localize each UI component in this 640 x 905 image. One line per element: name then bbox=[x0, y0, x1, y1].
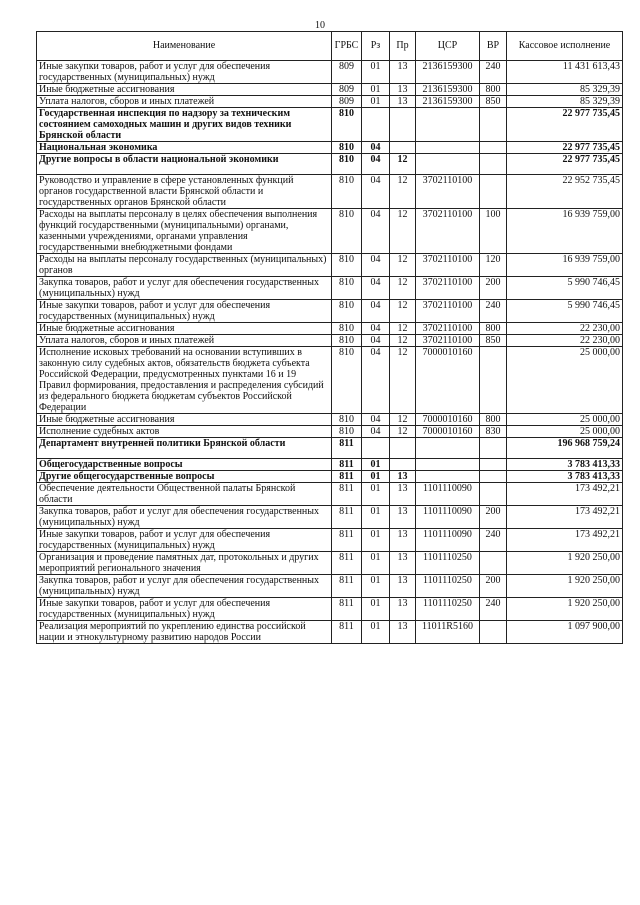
cell-rz: 04 bbox=[362, 142, 390, 154]
cell-amount: 11 431 613,43 bbox=[507, 61, 623, 84]
cell-rz: 04 bbox=[362, 175, 390, 209]
cell-grbs: 811 bbox=[332, 575, 362, 598]
cell-csr: 3702110100 bbox=[416, 300, 480, 323]
cell-csr bbox=[416, 142, 480, 154]
budget-table bbox=[36, 31, 623, 644]
cell-amount: 85 329,39 bbox=[507, 84, 623, 96]
table-row bbox=[37, 277, 623, 300]
cell-name: Исполнение судебных актов bbox=[37, 426, 332, 438]
cell-grbs: 810 bbox=[332, 347, 362, 414]
table-row bbox=[37, 209, 623, 254]
cell-grbs: 811 bbox=[332, 471, 362, 483]
cell-name: Уплата налогов, сборов и иных платежей bbox=[37, 96, 332, 108]
cell-grbs: 811 bbox=[332, 529, 362, 552]
cell-name: Иные бюджетные ассигнования bbox=[37, 84, 332, 96]
table-row bbox=[37, 108, 623, 142]
cell-rz: 01 bbox=[362, 61, 390, 84]
cell-amount: 3 783 413,33 bbox=[507, 459, 623, 471]
cell-csr: 3702110100 bbox=[416, 335, 480, 347]
cell-csr: 11011R5160 bbox=[416, 621, 480, 644]
cell-rz: 04 bbox=[362, 300, 390, 323]
cell-rz: 01 bbox=[362, 471, 390, 483]
cell-vr bbox=[480, 154, 507, 175]
cell-vr: 240 bbox=[480, 598, 507, 621]
table-row bbox=[37, 84, 623, 96]
table-row bbox=[37, 96, 623, 108]
cell-name: Иные закупки товаров, работ и услуг для обеспечения государственных (муниципальных) нужд bbox=[37, 598, 332, 621]
cell-pr: 13 bbox=[390, 552, 416, 575]
cell-csr: 1101110250 bbox=[416, 575, 480, 598]
cell-amount: 16 939 759,00 bbox=[507, 209, 623, 254]
cell-grbs: 809 bbox=[332, 96, 362, 108]
table-row bbox=[37, 175, 623, 209]
cell-pr: 13 bbox=[390, 84, 416, 96]
cell-rz: 01 bbox=[362, 552, 390, 575]
cell-vr: 120 bbox=[480, 254, 507, 277]
cell-amount: 25 000,00 bbox=[507, 426, 623, 438]
cell-vr: 850 bbox=[480, 96, 507, 108]
header-vr: ВР bbox=[480, 32, 507, 61]
cell-grbs: 811 bbox=[332, 552, 362, 575]
cell-amount: 22 977 735,45 bbox=[507, 108, 623, 142]
cell-rz: 04 bbox=[362, 335, 390, 347]
cell-name: Реализация мероприятий по укреплению единства российской нации и этнокультурному развитию народов России bbox=[37, 621, 332, 644]
table-row bbox=[37, 323, 623, 335]
cell-rz bbox=[362, 438, 390, 459]
cell-csr: 1101110090 bbox=[416, 529, 480, 552]
cell-grbs: 809 bbox=[332, 84, 362, 96]
cell-rz: 01 bbox=[362, 483, 390, 506]
cell-vr: 240 bbox=[480, 300, 507, 323]
cell-rz: 04 bbox=[362, 426, 390, 438]
cell-amount: 22 977 735,45 bbox=[507, 154, 623, 175]
table-row bbox=[37, 335, 623, 347]
cell-rz bbox=[362, 108, 390, 142]
cell-csr: 1101110250 bbox=[416, 598, 480, 621]
table-row bbox=[37, 142, 623, 154]
cell-pr: 12 bbox=[390, 300, 416, 323]
cell-name: Иные закупки товаров, работ и услуг для обеспечения государственных (муниципальных) нужд bbox=[37, 61, 332, 84]
cell-rz: 01 bbox=[362, 529, 390, 552]
cell-vr: 200 bbox=[480, 575, 507, 598]
cell-vr: 800 bbox=[480, 323, 507, 335]
cell-name: Другие вопросы в области национальной экономики bbox=[37, 154, 332, 175]
cell-vr: 100 bbox=[480, 209, 507, 254]
header-csr: ЦСР bbox=[416, 32, 480, 61]
cell-pr: 12 bbox=[390, 426, 416, 438]
cell-amount: 1 097 900,00 bbox=[507, 621, 623, 644]
cell-rz: 04 bbox=[362, 254, 390, 277]
table-row bbox=[37, 61, 623, 84]
cell-rz: 01 bbox=[362, 575, 390, 598]
cell-name: Исполнение исковых требований на основании вступивших в законную силу судебных актов, обязательств бюджета субъекта Российской Федерации, предусмотренных пунктами 16 и 19 Правил формирования, предоставления и распределения субсидий из федерального бюджета бюджетам субъектов Российской Федерации bbox=[37, 347, 332, 414]
cell-amount: 22 977 735,45 bbox=[507, 142, 623, 154]
cell-vr: 200 bbox=[480, 506, 507, 529]
cell-grbs: 811 bbox=[332, 598, 362, 621]
table-row bbox=[37, 347, 623, 414]
table-row bbox=[37, 254, 623, 277]
cell-grbs: 810 bbox=[332, 209, 362, 254]
cell-csr bbox=[416, 108, 480, 142]
cell-csr bbox=[416, 438, 480, 459]
cell-pr: 13 bbox=[390, 621, 416, 644]
cell-amount: 85 329,39 bbox=[507, 96, 623, 108]
table-row bbox=[37, 506, 623, 529]
cell-amount: 3 783 413,33 bbox=[507, 471, 623, 483]
header-pr: Пр bbox=[390, 32, 416, 61]
cell-grbs: 810 bbox=[332, 175, 362, 209]
cell-grbs: 810 bbox=[332, 414, 362, 426]
table-row bbox=[37, 621, 623, 644]
cell-pr: 12 bbox=[390, 323, 416, 335]
cell-pr: 12 bbox=[390, 154, 416, 175]
cell-vr: 800 bbox=[480, 84, 507, 96]
cell-pr: 13 bbox=[390, 483, 416, 506]
cell-pr: 13 bbox=[390, 598, 416, 621]
cell-pr: 13 bbox=[390, 61, 416, 84]
cell-csr: 1101110090 bbox=[416, 506, 480, 529]
cell-rz: 04 bbox=[362, 277, 390, 300]
cell-amount: 196 968 759,24 bbox=[507, 438, 623, 459]
cell-grbs: 810 bbox=[332, 426, 362, 438]
cell-name: Государственная инспекция по надзору за техническим состоянием самоходных машин и других видов техники Брянской области bbox=[37, 108, 332, 142]
cell-grbs: 810 bbox=[332, 277, 362, 300]
cell-vr bbox=[480, 438, 507, 459]
cell-amount: 173 492,21 bbox=[507, 529, 623, 552]
cell-csr: 3702110100 bbox=[416, 277, 480, 300]
cell-grbs: 810 bbox=[332, 323, 362, 335]
cell-grbs: 810 bbox=[332, 108, 362, 142]
cell-csr: 3702110100 bbox=[416, 209, 480, 254]
cell-pr bbox=[390, 459, 416, 471]
cell-name: Другие общегосударственные вопросы bbox=[37, 471, 332, 483]
cell-rz: 04 bbox=[362, 347, 390, 414]
table-row bbox=[37, 300, 623, 323]
cell-amount: 25 000,00 bbox=[507, 414, 623, 426]
cell-rz: 04 bbox=[362, 414, 390, 426]
table-row bbox=[37, 529, 623, 552]
cell-grbs: 811 bbox=[332, 438, 362, 459]
cell-pr bbox=[390, 438, 416, 459]
cell-grbs: 811 bbox=[332, 459, 362, 471]
cell-rz: 04 bbox=[362, 154, 390, 175]
cell-rz: 01 bbox=[362, 506, 390, 529]
cell-rz: 04 bbox=[362, 323, 390, 335]
cell-csr: 2136159300 bbox=[416, 84, 480, 96]
page-number: 10 bbox=[315, 20, 325, 31]
cell-csr bbox=[416, 459, 480, 471]
table-row bbox=[37, 552, 623, 575]
cell-name: Уплата налогов, сборов и иных платежей bbox=[37, 335, 332, 347]
cell-pr: 13 bbox=[390, 96, 416, 108]
table-row bbox=[37, 483, 623, 506]
cell-grbs: 810 bbox=[332, 300, 362, 323]
cell-name: Закупка товаров, работ и услуг для обеспечения государственных (муниципальных) нужд bbox=[37, 575, 332, 598]
cell-pr: 12 bbox=[390, 414, 416, 426]
cell-name: Обеспечение деятельности Общественной палаты Брянской области bbox=[37, 483, 332, 506]
cell-grbs: 811 bbox=[332, 621, 362, 644]
cell-grbs: 811 bbox=[332, 506, 362, 529]
header-rz: Рз bbox=[362, 32, 390, 61]
cell-pr: 13 bbox=[390, 529, 416, 552]
table-row bbox=[37, 438, 623, 459]
cell-pr: 13 bbox=[390, 506, 416, 529]
table-row bbox=[37, 459, 623, 471]
table-row bbox=[37, 154, 623, 175]
cell-grbs: 810 bbox=[332, 142, 362, 154]
cell-grbs: 811 bbox=[332, 483, 362, 506]
cell-csr: 1101110090 bbox=[416, 483, 480, 506]
cell-amount: 1 920 250,00 bbox=[507, 598, 623, 621]
cell-name: Закупка товаров, работ и услуг для обеспечения государственных (муниципальных) нужд bbox=[37, 277, 332, 300]
cell-pr: 13 bbox=[390, 575, 416, 598]
table-body bbox=[37, 61, 623, 644]
cell-csr: 2136159300 bbox=[416, 96, 480, 108]
cell-vr bbox=[480, 621, 507, 644]
cell-amount: 5 990 746,45 bbox=[507, 277, 623, 300]
cell-pr: 12 bbox=[390, 335, 416, 347]
cell-pr bbox=[390, 108, 416, 142]
cell-amount: 5 990 746,45 bbox=[507, 300, 623, 323]
cell-pr: 13 bbox=[390, 471, 416, 483]
cell-name: Расходы на выплаты персоналу в целях обеспечения выполнения функций государственными (муниципальными) органами, казенными учреждениями, органами управления государственными внебюджетными фондами bbox=[37, 209, 332, 254]
cell-vr bbox=[480, 552, 507, 575]
cell-pr: 12 bbox=[390, 347, 416, 414]
table-row bbox=[37, 471, 623, 483]
cell-vr bbox=[480, 471, 507, 483]
cell-name: Общегосударственные вопросы bbox=[37, 459, 332, 471]
cell-amount: 22 230,00 bbox=[507, 323, 623, 335]
cell-rz: 04 bbox=[362, 209, 390, 254]
cell-grbs: 810 bbox=[332, 254, 362, 277]
cell-rz: 01 bbox=[362, 96, 390, 108]
cell-pr bbox=[390, 142, 416, 154]
cell-name: Иные закупки товаров, работ и услуг для обеспечения государственных (муниципальных) нужд bbox=[37, 529, 332, 552]
cell-vr: 830 bbox=[480, 426, 507, 438]
cell-csr bbox=[416, 154, 480, 175]
header-amount: Кассовое исполнение bbox=[507, 32, 623, 61]
cell-rz: 01 bbox=[362, 598, 390, 621]
cell-amount: 16 939 759,00 bbox=[507, 254, 623, 277]
cell-csr bbox=[416, 471, 480, 483]
cell-name: Закупка товаров, работ и услуг для обеспечения государственных (муниципальных) нужд bbox=[37, 506, 332, 529]
cell-name: Иные бюджетные ассигнования bbox=[37, 323, 332, 335]
cell-amount: 173 492,21 bbox=[507, 506, 623, 529]
cell-vr bbox=[480, 483, 507, 506]
cell-rz: 01 bbox=[362, 459, 390, 471]
cell-name: Руководство и управление в сфере установленных функций органов государственной власти Брянской области и государственных органов Брянской области bbox=[37, 175, 332, 209]
cell-vr: 200 bbox=[480, 277, 507, 300]
cell-vr bbox=[480, 459, 507, 471]
cell-pr: 12 bbox=[390, 209, 416, 254]
cell-vr bbox=[480, 108, 507, 142]
table-row bbox=[37, 414, 623, 426]
cell-csr: 3702110100 bbox=[416, 323, 480, 335]
cell-amount: 1 920 250,00 bbox=[507, 575, 623, 598]
cell-csr: 3702110100 bbox=[416, 254, 480, 277]
cell-vr bbox=[480, 175, 507, 209]
cell-csr: 7000010160 bbox=[416, 426, 480, 438]
cell-vr: 240 bbox=[480, 529, 507, 552]
cell-name: Организация и проведение памятных дат, протокольных и других мероприятий регионального значения bbox=[37, 552, 332, 575]
table-row bbox=[37, 426, 623, 438]
cell-amount: 22 952 735,45 bbox=[507, 175, 623, 209]
cell-amount: 25 000,00 bbox=[507, 347, 623, 414]
cell-rz: 01 bbox=[362, 84, 390, 96]
cell-pr: 12 bbox=[390, 175, 416, 209]
cell-name: Расходы на выплаты персоналу государственных (муниципальных) органов bbox=[37, 254, 332, 277]
cell-amount: 22 230,00 bbox=[507, 335, 623, 347]
cell-vr: 800 bbox=[480, 414, 507, 426]
cell-name: Национальная экономика bbox=[37, 142, 332, 154]
header-row bbox=[37, 32, 623, 61]
cell-csr: 7000010160 bbox=[416, 414, 480, 426]
cell-vr: 850 bbox=[480, 335, 507, 347]
cell-pr: 12 bbox=[390, 277, 416, 300]
cell-csr: 3702110100 bbox=[416, 175, 480, 209]
cell-name: Иные бюджетные ассигнования bbox=[37, 414, 332, 426]
cell-csr: 7000010160 bbox=[416, 347, 480, 414]
cell-amount: 173 492,21 bbox=[507, 483, 623, 506]
cell-csr: 1101110250 bbox=[416, 552, 480, 575]
cell-name: Иные закупки товаров, работ и услуг для обеспечения государственных (муниципальных) нужд bbox=[37, 300, 332, 323]
cell-vr bbox=[480, 347, 507, 414]
cell-rz: 01 bbox=[362, 621, 390, 644]
cell-name: Департамент внутренней политики Брянской области bbox=[37, 438, 332, 459]
header-name: Наименование bbox=[37, 32, 332, 61]
cell-csr: 2136159300 bbox=[416, 61, 480, 84]
cell-grbs: 809 bbox=[332, 61, 362, 84]
cell-grbs: 810 bbox=[332, 335, 362, 347]
cell-amount: 1 920 250,00 bbox=[507, 552, 623, 575]
table-row bbox=[37, 598, 623, 621]
cell-vr: 240 bbox=[480, 61, 507, 84]
cell-grbs: 810 bbox=[332, 154, 362, 175]
cell-vr bbox=[480, 142, 507, 154]
cell-pr: 12 bbox=[390, 254, 416, 277]
table-row bbox=[37, 575, 623, 598]
header-grbs: ГРБС bbox=[332, 32, 362, 61]
